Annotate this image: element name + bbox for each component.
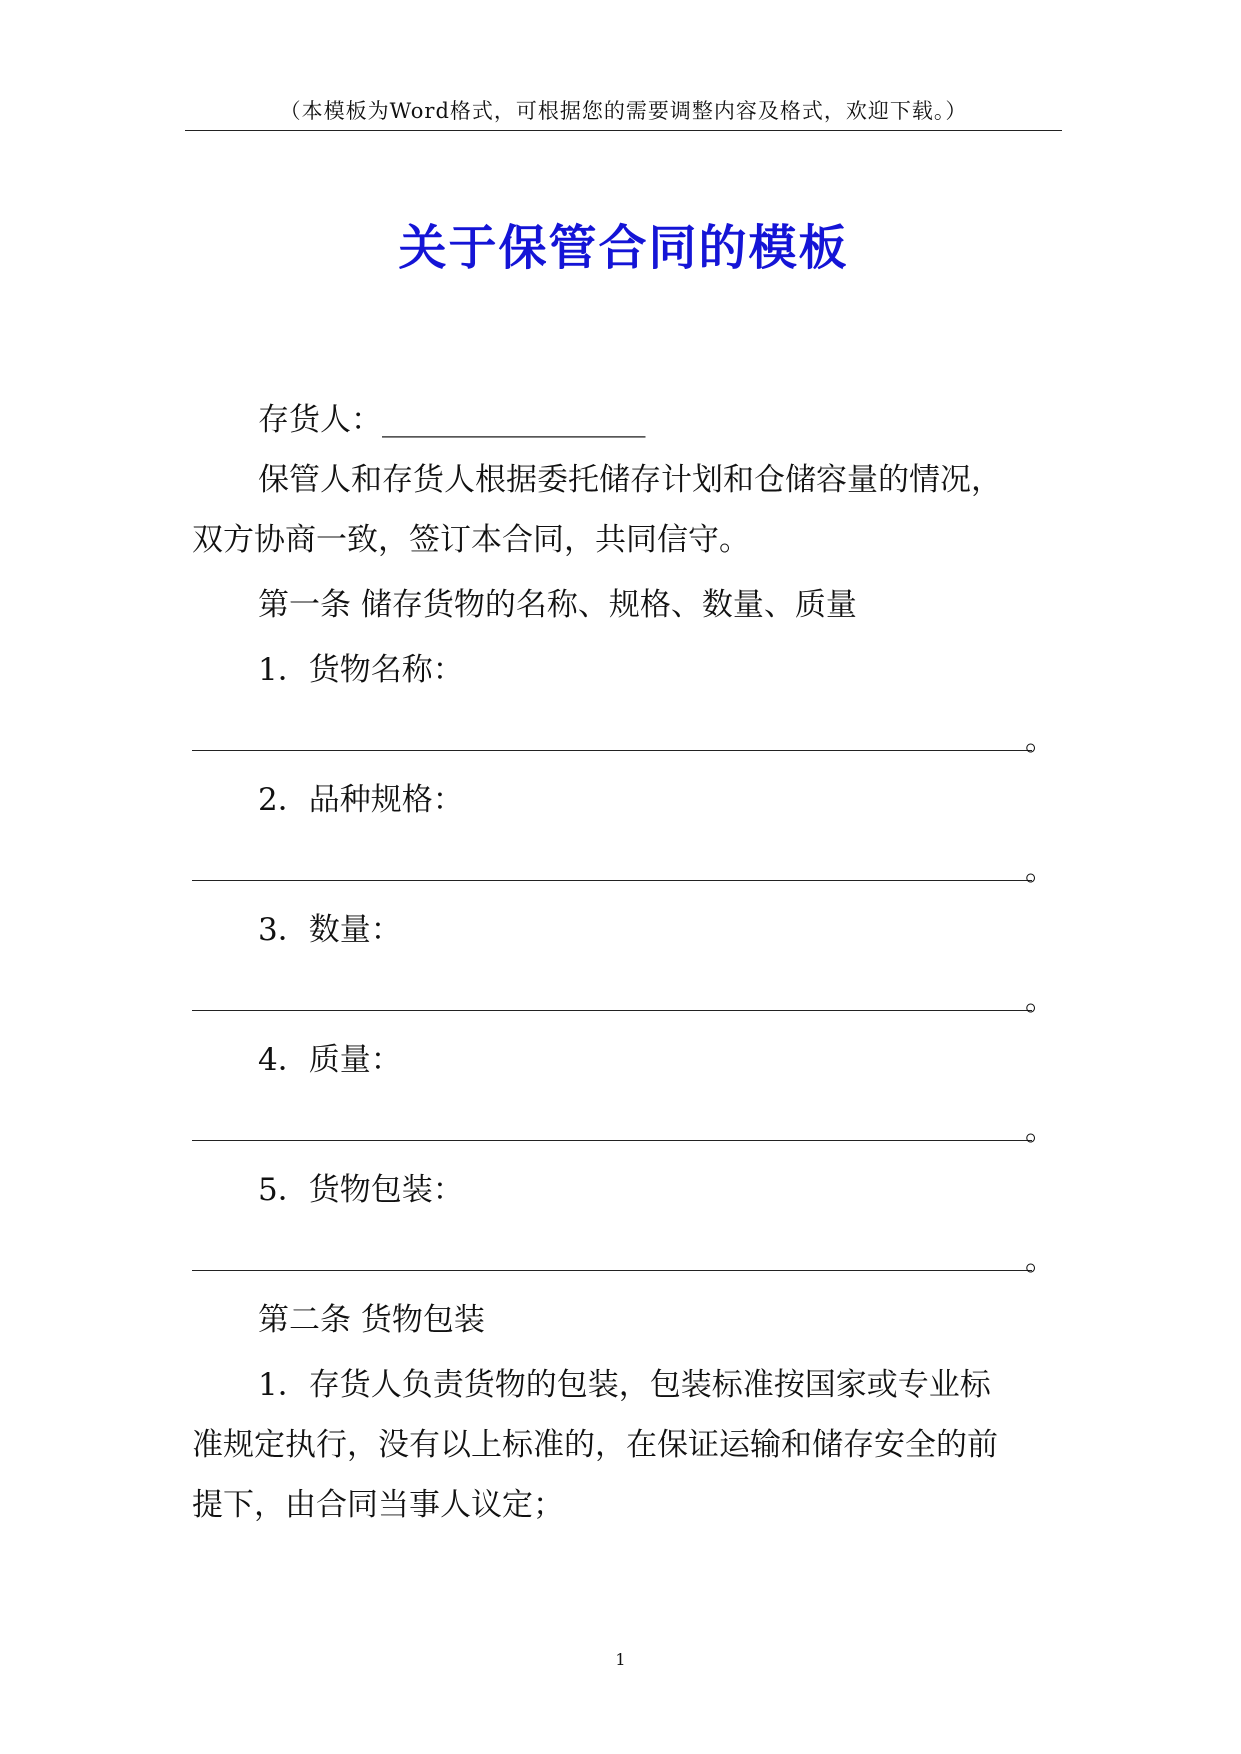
- item-3-blank-rule: [192, 1010, 1032, 1011]
- item-5-fill-line[interactable]: [192, 1240, 1062, 1280]
- page-number: 1: [615, 1650, 626, 1669]
- item-4-blank-rule: [192, 1140, 1032, 1141]
- item-5-period: 。: [1025, 1242, 1056, 1278]
- item-4-fill-line[interactable]: [192, 1110, 1062, 1150]
- header-divider: [185, 130, 1062, 131]
- item-1-fill-line[interactable]: [192, 720, 1062, 760]
- item-2-label: 2．品种规格：: [258, 782, 464, 818]
- item-5-label: 5．货物包装：: [258, 1172, 464, 1208]
- item-3-fill-line[interactable]: [192, 980, 1062, 1020]
- item-2-blank-rule: [192, 880, 1032, 881]
- depositor-label: 存货人：: [258, 402, 382, 438]
- item-3-period: 。: [1025, 982, 1056, 1018]
- depositor-blank[interactable]: _________________: [382, 402, 646, 438]
- item-2-period: 。: [1025, 852, 1056, 888]
- item-1-blank-rule: [192, 750, 1032, 751]
- document-title: 关于保管合同的模板: [398, 220, 849, 276]
- article-2-heading: 第二条 货物包装: [258, 1302, 485, 1338]
- article-1-heading: 第一条 储存货物的名称、规格、数量、质量: [258, 587, 857, 623]
- item-2-fill-line[interactable]: [192, 850, 1062, 890]
- item-3-label: 3．数量：: [258, 912, 402, 948]
- intro-line-2: 双方协商一致，签订本合同，共同信守。: [192, 522, 750, 558]
- article-2-para-line-3: 提下，由合同当事人议定；: [192, 1487, 564, 1523]
- item-4-label: 4．质量：: [258, 1042, 402, 1078]
- article-2-para-line-1: 1．存货人负责货物的包装，包装标准按国家或专业标: [258, 1367, 991, 1403]
- header-note: （本模板为Word格式，可根据您的需要调整内容及格式，欢迎下载。）: [279, 99, 968, 123]
- article-2-para-line-2: 准规定执行，没有以上标准的，在保证运输和储存安全的前: [192, 1427, 998, 1463]
- item-1-label: 1．货物名称：: [258, 652, 464, 688]
- item-1-period: 。: [1025, 722, 1056, 758]
- depositor-line: [258, 400, 1062, 440]
- item-5-blank-rule: [192, 1270, 1032, 1271]
- intro-line-1: 保管人和存货人根据委托储存计划和仓储容量的情况，: [258, 462, 1002, 498]
- item-4-period: 。: [1025, 1112, 1056, 1148]
